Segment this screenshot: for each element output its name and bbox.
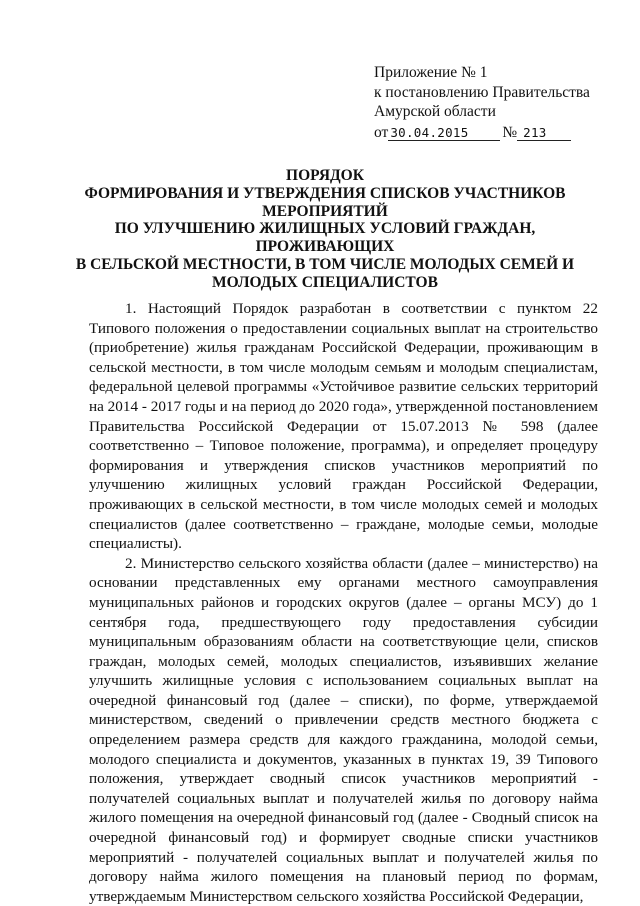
- title-line: ПОРЯДОК: [286, 167, 364, 184]
- title-line: МОЛОДЫХ СПЕЦИАЛИСТОВ: [212, 273, 438, 291]
- title-line: В СЕЛЬСКОЙ МЕСТНОСТИ, В ТОМ ЧИСЛЕ МОЛОДЫХ СЕМЕЙ И: [75, 255, 575, 273]
- title-line: ФОРМИРОВАНИЯ И УТВЕРЖДЕНИЯ СПИСКОВ УЧАСТНИКОВ: [84, 184, 566, 202]
- paragraph-2: 2. Министерство сельского хозяйства области (далее – министерство) на основании представленных ему органами местного самоуправления муниципальных районов и городских округов (далее – органы МСУ) до 1 сентября года, предшествующего году предоставления субсидии муниципальным образованиям области на соответствующие цели, списков граждан, молодых семей, молодых специалистов, изъявивших желание улучшить жилищные условия с использованием социальных выплат на очередной финансовый год (далее – списки), по форме, утверждаемой министерством, сведений о привлечении средств местного бюджета с определением размера средств для каждого гражданина, молодой семьи, молодого специалиста и документов, указанных в пунктах 19, 39 Типового положения, утверждает сводный список участников мероприятий - получателей социальных выплат и получателей жилья по договору найма жилого помещения на очередной финансовый год (далее - Сводный список на очередной финансовый год) и формирует сводные списки участников мероприятий - получателей социальных выплат и получателей жилья по договору найма жилого помещения на плановый период по формам, утверждаемым Министерством сельского хозяйства Российской Федерации,: [89, 554, 598, 905]
- date-prefix: от: [374, 123, 389, 141]
- document-title: [60, 167, 590, 292]
- paragraph-1: 1. Настоящий Порядок разработан в соответствии с пунктом 22 Типового положения о предоставлении социальных выплат на строительство (приобретение) жилья гражданам Российской Федерации, проживающим в сельской местности, в том числе молодым семьям и молодым специалистам, федеральной целевой программы «Устойчивое развитие сельских территорий на 2014 - 2017 годы и на период до 2020 года», утвержденной постановлением Правительства Российской Федерации от 15.07.2013 № 598 (далее соответственно – Типовое положение, программа), и определяет процедуру формирования и утверждения списков участников мероприятий по улучшению жилищных условий граждан Российской Федерации, проживающих в сельской местности, в том числе молодых семей и молодых специалистов (далее соответственно – граждане, молодые семьи, молодые специалисты).: [89, 300, 598, 553]
- date-number-line: [374, 123, 624, 143]
- title-line: ПО УЛУЧШЕНИЮ ЖИЛИЩНЫХ УСЛОВИЙ ГРАЖДАН,: [114, 220, 536, 238]
- title-line: ПРОЖИВАЮЩИХ: [255, 238, 395, 256]
- resolution-reference: к постановлению Правительства: [374, 83, 590, 101]
- appendix-header: [374, 63, 624, 142]
- document-body: [89, 299, 598, 906]
- resolution-date: 30.04.2015: [388, 125, 500, 141]
- title-line: МЕРОПРИЯТИЙ: [262, 202, 388, 220]
- resolution-number: 213: [517, 125, 571, 141]
- appendix-number: Приложение № 1: [374, 64, 488, 81]
- number-prefix: №: [502, 123, 518, 141]
- region-name: Амурской области: [374, 103, 496, 120]
